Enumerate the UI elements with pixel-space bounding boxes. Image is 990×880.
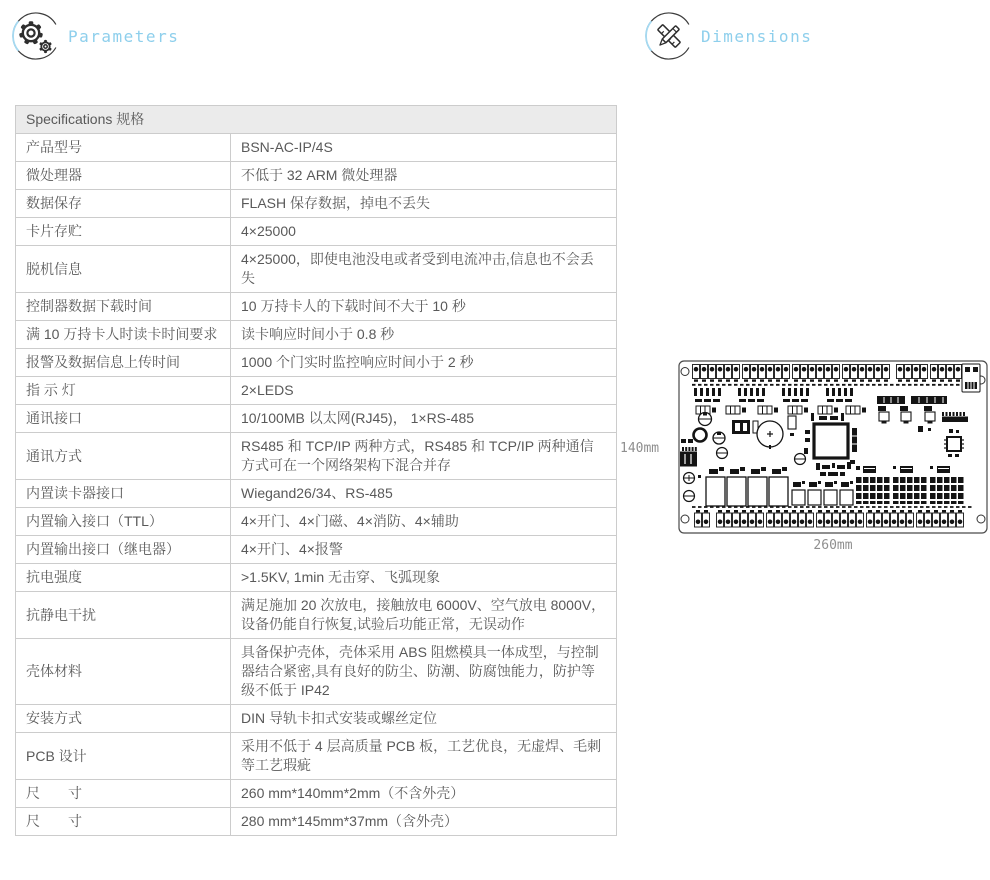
spec-value: BSN-AC-IP/4S xyxy=(231,134,617,162)
spec-label: 卡片存贮 xyxy=(16,218,231,246)
spec-value: 读卡响应时间小于 0.8 秒 xyxy=(231,321,617,349)
pcb-width-label: 260mm xyxy=(813,538,853,553)
table-row xyxy=(16,536,617,564)
table-row xyxy=(16,134,617,162)
table-row xyxy=(16,405,617,433)
dimensions-section-header xyxy=(645,12,812,60)
spec-label: 满 10 万持卡人时读卡时间要求 xyxy=(16,321,231,349)
table-row xyxy=(16,508,617,536)
table-row xyxy=(16,480,617,508)
spec-value: 4×25000，即使电池没电或者受到电流冲击,信息也不会丢失 xyxy=(231,246,617,293)
table-row xyxy=(16,377,617,405)
table-row xyxy=(16,639,617,705)
table-row xyxy=(16,564,617,592)
spec-label: 控制器数据下载时间 xyxy=(16,293,231,321)
dimensions-title: Dimensions xyxy=(701,26,813,46)
spec-value: 不低于 32 ARM 微处理器 xyxy=(231,162,617,190)
parameters-title: Parameters xyxy=(68,26,180,46)
table-row xyxy=(16,218,617,246)
spec-label: 内置输出接口（继电器） xyxy=(16,536,231,564)
gears-icon xyxy=(12,12,60,60)
component xyxy=(850,460,855,464)
spec-label: 抗电强度 xyxy=(16,564,231,592)
table-row xyxy=(16,162,617,190)
table-row xyxy=(16,293,617,321)
table-row xyxy=(16,190,617,218)
table-row xyxy=(16,246,617,293)
spec-label: 尺 寸 xyxy=(16,780,231,808)
spec-value: 具备保护壳体，壳体采用 ABS 阻燃模具一体成型，与控制器结合紧密,具有良好的防尘、防潮、防腐蚀能力，防护等级不低于 IP42 xyxy=(231,639,617,705)
table-row xyxy=(16,733,617,780)
spec-value: 2×LEDS xyxy=(231,377,617,405)
spec-label: 壳体材料 xyxy=(16,639,231,705)
spec-label: 内置读卡器接口 xyxy=(16,480,231,508)
spec-value: 满足施加 20 次放电，接触放电 6000V、空气放电 8000V，设备仍能自行恢复,试验后功能正常，无误动作 xyxy=(231,592,617,639)
spec-table xyxy=(15,105,617,836)
pencil-ruler-icon xyxy=(645,12,693,60)
spec-label: 脱机信息 xyxy=(16,246,231,293)
table-title: Specifications 规格 xyxy=(16,106,617,134)
table-row xyxy=(16,433,617,480)
spec-label: 指 示 灯 xyxy=(16,377,231,405)
table-row xyxy=(16,808,617,836)
spec-value: 10/100MB 以太网(RJ45)， 1×RS-485 xyxy=(231,405,617,433)
io-component-clusters xyxy=(856,466,964,504)
table-row xyxy=(16,780,617,808)
spec-value: RS485 和 TCP/IP 两种方式，RS485 和 TCP/IP 两种通信方式可在一个网络架构下混合并存 xyxy=(231,433,617,480)
spec-value: 采用不低于 4 层高质量 PCB 板，工艺优良，无虚焊、毛刺等工艺瑕疵 xyxy=(231,733,617,780)
spec-value: 260 mm*140mm*2mm（不含外壳） xyxy=(231,780,617,808)
spec-label: 产品型号 xyxy=(16,134,231,162)
spec-label: 数据保存 xyxy=(16,190,231,218)
spec-label: 通讯方式 xyxy=(16,433,231,480)
pcb-height-label: 140mm xyxy=(620,441,660,456)
table-title-row xyxy=(16,106,617,134)
table-row xyxy=(16,592,617,639)
table-row xyxy=(16,705,617,733)
pcb-diagram xyxy=(678,360,988,534)
spec-label: 尺 寸 xyxy=(16,808,231,836)
spec-value: 4×开门、4×报警 xyxy=(231,536,617,564)
spec-label: 安装方式 xyxy=(16,705,231,733)
rj45-port xyxy=(962,364,980,392)
table-row xyxy=(16,321,617,349)
spec-label: 通讯接口 xyxy=(16,405,231,433)
spec-value: 4×25000 xyxy=(231,218,617,246)
spec-value: >1.5KV, 1min 无击穿、飞弧现象 xyxy=(231,564,617,592)
spec-value: FLASH 保存数据，掉电不丢失 xyxy=(231,190,617,218)
spec-value: 10 万持卡人的下载时间不大于 10 秒 xyxy=(231,293,617,321)
spec-label: 报警及数据信息上传时间 xyxy=(16,349,231,377)
table-row xyxy=(16,349,617,377)
spec-label: PCB 设计 xyxy=(16,733,231,780)
spec-label: 内置输入接口（TTL） xyxy=(16,508,231,536)
spec-value: Wiegand26/34、RS-485 xyxy=(231,480,617,508)
spec-label: 微处理器 xyxy=(16,162,231,190)
spec-value: 4×开门、4×门磁、4×消防、4×辅助 xyxy=(231,508,617,536)
spec-value: DIN 导轨卡扣式安装或螺丝定位 xyxy=(231,705,617,733)
spec-value: 1000 个门实时监控响应时间小于 2 秒 xyxy=(231,349,617,377)
spec-value: 280 mm*145mm*37mm（含外壳） xyxy=(231,808,617,836)
parameters-section-header xyxy=(12,12,179,60)
spec-label: 抗静电干扰 xyxy=(16,592,231,639)
